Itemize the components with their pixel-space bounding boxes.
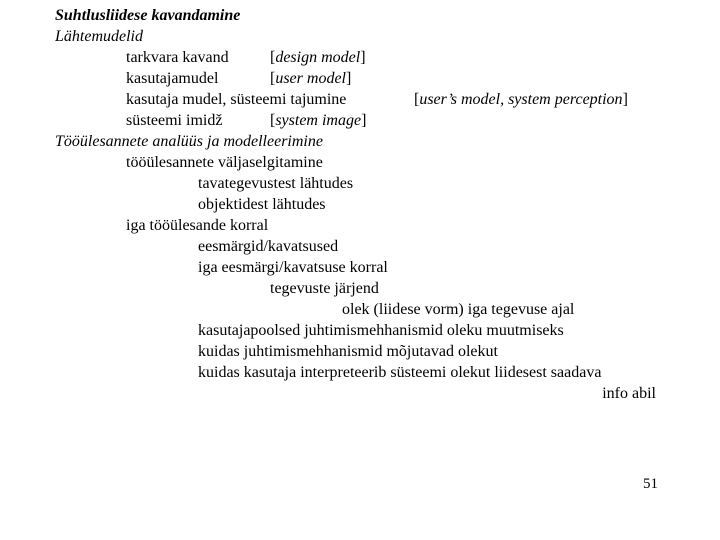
model-english-2: [user model]	[270, 70, 352, 87]
model-term-1: tarkvara kavand	[126, 49, 229, 66]
text-l4: olek (liidese vorm) iga tegevuse ajal	[342, 301, 575, 318]
text-l2a: eesmärgid/kavatsused	[198, 238, 339, 255]
text-l1: tööülesannete väljaselgitamine	[126, 154, 323, 171]
model-english-1: [design model]	[270, 49, 366, 66]
text-l2b: iga eesmärgi/kavatsuse korral	[198, 259, 388, 276]
model-english-4-text: system image	[275, 112, 362, 129]
page-number: 51	[643, 476, 658, 492]
model-term-4: süsteemi imidž	[126, 112, 223, 129]
text-l7a: kuidas kasutaja interpreteerib süsteemi olekut liidesest saadava	[198, 364, 602, 381]
heading-lahtemudelid: Lähtemudelid	[55, 28, 143, 45]
text-l3: tegevuste järjend	[270, 280, 379, 297]
text-l1a: tavategevustest lähtudes	[198, 175, 354, 192]
text-l1b: objektidest lähtudes	[198, 196, 326, 213]
text-l5: kasutajapoolsed juhtimismehhanismid oleku muutmiseks	[198, 322, 564, 339]
text-l6: kuidas juhtimismehhanismid mõjutavad olekut	[198, 343, 498, 360]
model-english-3: [user’s model, system perception]	[414, 91, 628, 108]
slide-title: Suhtlusliidese kavandamine	[55, 7, 241, 24]
heading-analysis: Tööülesannete analüüs ja modelleerimine	[55, 133, 323, 150]
text-l2: iga tööülesande korral	[126, 217, 269, 234]
model-english-2-text: user model	[275, 70, 346, 87]
model-english-3-text: user’s model, system perception	[419, 91, 623, 108]
model-term-2: kasutajamudel	[126, 70, 219, 87]
model-term-3: kasutaja mudel, süsteemi tajumine	[126, 91, 347, 108]
text-l7b: info abil	[602, 385, 656, 402]
model-english-4: [system image]	[270, 112, 367, 129]
model-english-1-text: design model	[275, 49, 361, 66]
